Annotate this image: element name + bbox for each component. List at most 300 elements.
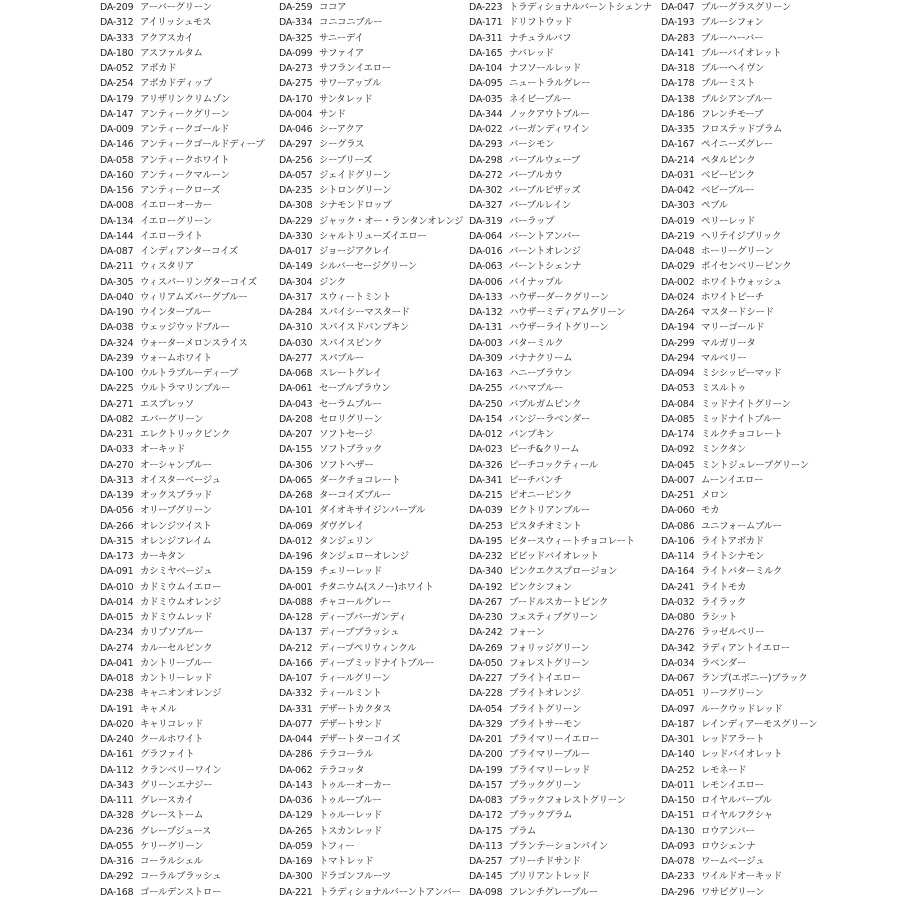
color-code: DA-241: [661, 581, 695, 593]
color-list-item: [279, 92, 469, 107]
color-name: ドリフトウッド: [509, 17, 573, 29]
color-code: DA-212: [279, 642, 313, 654]
color-name: ラシット: [701, 612, 738, 623]
color-name: ブライトサーモン: [509, 718, 582, 730]
color-code: DA-055: [100, 840, 134, 852]
color-name: クールホワイト: [140, 734, 204, 745]
color-list-item: [100, 534, 280, 549]
color-list-item: [661, 808, 900, 823]
color-name: スパブルー: [319, 352, 364, 364]
color-code: DA-187: [661, 718, 695, 730]
color-code: DA-022: [469, 124, 503, 135]
color-list-item: [661, 519, 900, 534]
color-code: DA-236: [100, 825, 134, 837]
color-list-item: [661, 290, 900, 305]
color-code: DA-253: [469, 520, 503, 532]
color-name: アンティークゴールドディープ: [140, 139, 265, 151]
color-code: DA-301: [661, 734, 695, 745]
color-code: DA-161: [100, 749, 134, 761]
color-name: イエローグリーン: [140, 215, 213, 227]
color-list-item: [279, 107, 469, 122]
color-code: DA-011: [661, 779, 695, 791]
color-code: DA-230: [469, 612, 503, 623]
color-name: ミントジュレープグリーン: [701, 459, 809, 471]
color-code: DA-238: [100, 688, 134, 700]
color-name: バーントシェンナ: [509, 261, 582, 273]
color-list-item: [279, 885, 469, 900]
color-name: フェスティブグリーン: [509, 612, 598, 623]
color-name: フロステッドプラム: [701, 124, 783, 135]
color-name: メロン: [701, 490, 729, 501]
color-code: DA-293: [469, 139, 503, 151]
color-list-item: [279, 534, 469, 549]
color-name: バーブルウェーブ: [509, 154, 580, 166]
color-name: ペリーレッド: [701, 215, 756, 227]
color-list-item: [469, 397, 662, 412]
color-list-item: [279, 305, 469, 320]
color-name: バハマブルー: [509, 383, 564, 395]
color-name: ブライマリーブルー: [509, 749, 590, 761]
color-code: DA-112: [100, 764, 134, 776]
color-name: ウィスタリア: [140, 261, 194, 273]
color-list-item: [100, 153, 280, 168]
color-list-item: [100, 747, 280, 762]
color-list-item: [661, 153, 900, 168]
color-code: DA-319: [469, 215, 503, 227]
color-code: DA-002: [661, 276, 695, 288]
color-code: DA-088: [279, 596, 313, 608]
color-list-item: [279, 656, 469, 671]
color-name: グレープジュース: [140, 825, 212, 837]
color-name: レインディアーモスグリーン: [701, 718, 818, 730]
color-name: アンティークローズ: [140, 185, 221, 196]
color-list-item: [100, 137, 280, 152]
color-name: ブライマリーレッド: [509, 764, 591, 776]
color-code: DA-032: [661, 596, 695, 608]
color-list-item: [279, 183, 469, 198]
color-name: ウルトラマリンブルー: [140, 383, 231, 395]
color-code: DA-233: [661, 871, 695, 883]
color-code: DA-167: [661, 139, 695, 151]
color-code: DA-039: [469, 505, 503, 517]
color-list-item: [661, 641, 900, 656]
color-list-item: [469, 275, 662, 290]
color-list-item: [279, 229, 469, 244]
color-code: DA-284: [279, 307, 313, 318]
color-list-item: [661, 869, 900, 884]
color-list-item: [469, 595, 662, 610]
color-code: DA-173: [100, 551, 134, 562]
color-name: ディーブブラッシュ: [319, 627, 400, 639]
color-list-item: [279, 763, 469, 778]
color-code: DA-317: [279, 291, 313, 303]
color-list-item: [469, 473, 662, 488]
color-name: カドミウムオレンジ: [140, 596, 222, 608]
color-code: DA-328: [100, 810, 134, 822]
color-name: ウェッジウッドブルー: [140, 322, 230, 334]
color-list-item: [661, 747, 900, 762]
color-name: タンジェリン: [319, 535, 374, 547]
color-code: DA-080: [661, 612, 695, 623]
color-name: ミンクタン: [701, 444, 746, 456]
color-code: DA-329: [469, 718, 503, 730]
color-code: DA-067: [661, 673, 695, 684]
color-list-item: [279, 564, 469, 579]
color-code: DA-207: [279, 429, 313, 440]
color-code: DA-015: [100, 612, 134, 623]
color-list-item: [469, 686, 662, 701]
color-name: ブライトグリーン: [509, 703, 581, 715]
color-code: DA-302: [469, 185, 503, 196]
color-code: DA-343: [100, 779, 134, 791]
color-list-item: [469, 763, 662, 778]
color-name: ココア: [319, 2, 347, 13]
color-list-item: [279, 503, 469, 518]
color-name: バンプキン: [509, 429, 554, 440]
color-list-item: [100, 717, 280, 732]
color-code: DA-036: [279, 795, 313, 806]
color-code: DA-251: [661, 490, 695, 501]
color-name: バイナップル: [509, 276, 563, 288]
color-list-item: [100, 381, 280, 396]
color-code: DA-239: [100, 352, 134, 364]
color-code: DA-330: [279, 230, 313, 242]
color-list-item: [279, 610, 469, 625]
color-code: DA-114: [661, 551, 695, 562]
color-code: DA-095: [469, 78, 503, 90]
color-code: DA-309: [469, 352, 503, 364]
color-code: DA-099: [279, 47, 313, 59]
color-name: グレースカイ: [140, 795, 194, 806]
color-name: シーブリーズ: [319, 154, 373, 166]
color-name: ミルクチョコレート: [701, 429, 783, 440]
color-code: DA-225: [100, 383, 134, 395]
color-list-item: [279, 717, 469, 732]
color-name: ブルーヘイヴン: [701, 63, 765, 74]
color-code: DA-145: [469, 871, 503, 883]
color-code: DA-012: [469, 429, 503, 440]
color-list-item: [279, 122, 469, 137]
color-code: DA-062: [279, 764, 313, 776]
color-list-item: [100, 0, 280, 15]
color-name: ブラックフォレストグリーン: [509, 795, 626, 806]
color-code: DA-316: [100, 856, 134, 867]
color-name: プランテーションパイン: [509, 840, 608, 852]
color-code: DA-093: [661, 840, 695, 852]
color-list-item: [100, 412, 280, 427]
color-name: クランベリーワイン: [140, 764, 222, 776]
color-code: DA-277: [279, 352, 313, 364]
color-list-item: [661, 717, 900, 732]
color-list-item: [100, 885, 280, 900]
color-name: シトロングリーン: [319, 185, 392, 196]
color-name: サファイア: [319, 47, 364, 59]
color-list-item: [279, 595, 469, 610]
color-name: ロウシェンナ: [701, 840, 756, 852]
color-code: DA-128: [279, 612, 313, 623]
color-name: エバーグリーン: [140, 413, 204, 425]
color-code: DA-077: [279, 718, 313, 730]
color-list-item: [469, 519, 662, 534]
color-code: DA-034: [661, 657, 695, 669]
color-code: DA-137: [279, 627, 313, 639]
color-list-item: [279, 168, 469, 183]
color-list-item: [661, 839, 900, 854]
color-column-3: [469, 0, 662, 900]
color-list-item: [661, 259, 900, 274]
color-code: DA-068: [279, 368, 313, 379]
color-name: バーントオレンジ: [509, 246, 581, 257]
color-name: アンティークグリーン: [140, 108, 230, 120]
color-name: トゥルーブルー: [319, 795, 382, 806]
color-name: セーラムブルー: [319, 398, 382, 410]
color-list-item: [469, 366, 662, 381]
color-name: トゥルーレッド: [319, 810, 383, 822]
color-list-item: [279, 442, 469, 457]
color-name: テラコッタ: [319, 764, 365, 776]
color-list-item: [661, 15, 900, 30]
color-name: ジンク: [319, 276, 346, 288]
color-list-item: [469, 839, 662, 854]
color-list-item: [469, 107, 662, 122]
color-list-item: [661, 534, 900, 549]
color-code: DA-023: [469, 444, 503, 456]
color-list-item: [661, 793, 900, 808]
color-name: アンティークホワイト: [140, 154, 230, 166]
color-code: DA-048: [661, 246, 695, 257]
color-code: DA-083: [469, 795, 503, 806]
color-list-item: [279, 625, 469, 640]
color-code: DA-017: [279, 246, 313, 257]
color-list-item: [469, 214, 662, 229]
color-name: レモンイエロー: [701, 779, 764, 791]
color-code: DA-092: [661, 444, 695, 456]
color-name: ピンクエクスプロージョン: [509, 566, 618, 578]
color-code: DA-344: [469, 108, 503, 120]
color-name: カドミウムレッド: [140, 612, 213, 623]
color-list-item: [469, 153, 662, 168]
color-list-item: [661, 564, 900, 579]
color-name: ライトシナモン: [701, 551, 765, 562]
color-list-item: [661, 366, 900, 381]
color-name: ブルーバイオレット: [701, 47, 782, 59]
color-list-item: [661, 229, 900, 244]
color-code: DA-268: [279, 490, 313, 501]
color-code: DA-191: [100, 703, 134, 715]
color-code: DA-044: [279, 734, 313, 745]
color-code: DA-140: [661, 749, 695, 761]
color-list-item: [661, 320, 900, 335]
color-name: オリーブグリーン: [140, 505, 212, 517]
color-name: ダイオキサイジンパープル: [319, 505, 426, 517]
color-name: マルガリータ: [701, 337, 756, 349]
color-list-item: [100, 641, 280, 656]
color-list-item: [279, 519, 469, 534]
color-list-item: [100, 122, 280, 137]
color-list-item: [100, 808, 280, 823]
color-code: DA-045: [661, 459, 695, 471]
color-name: グリーンエナジー: [140, 779, 213, 791]
color-code: DA-150: [661, 795, 695, 806]
color-code: DA-133: [469, 291, 503, 303]
color-list-item: [279, 839, 469, 854]
color-code: DA-235: [279, 185, 313, 196]
color-name: ライトバターミルク: [701, 566, 783, 578]
color-name: ブリリアントレッド: [509, 871, 590, 883]
color-code: DA-163: [469, 368, 503, 379]
color-name: ナチュラルバフ: [509, 32, 572, 44]
color-name: レッドアラート: [701, 734, 765, 745]
color-name: グレーストーム: [140, 810, 204, 822]
color-list-item: [469, 793, 662, 808]
color-list-item: [469, 336, 662, 351]
color-list-item: [661, 549, 900, 564]
color-code: DA-340: [469, 566, 503, 578]
color-code: DA-056: [100, 505, 134, 517]
color-code: DA-228: [469, 688, 503, 700]
color-list-item: [100, 397, 280, 412]
color-name: バターミルク: [509, 337, 564, 349]
color-list-item: [661, 473, 900, 488]
color-name: ピーチコックティール: [509, 459, 598, 471]
color-list-item: [279, 275, 469, 290]
color-code: DA-060: [661, 505, 695, 517]
color-name: マルベリー: [701, 352, 747, 364]
color-code: DA-179: [100, 93, 134, 105]
color-list-item: [469, 244, 662, 259]
color-name: ペタルピンク: [701, 154, 756, 166]
color-name: ブライマリーイエロー: [509, 734, 600, 745]
color-code: DA-016: [469, 246, 503, 257]
color-code: DA-180: [100, 47, 134, 59]
color-code: DA-100: [100, 368, 134, 379]
color-list-item: [100, 61, 280, 76]
color-list-item: [100, 214, 280, 229]
color-list-item: [100, 305, 280, 320]
color-code: DA-165: [469, 47, 503, 59]
color-code: DA-299: [661, 337, 695, 349]
color-list-item: [100, 869, 280, 884]
color-name: オーキッド: [140, 444, 186, 456]
color-list-item: [279, 153, 469, 168]
color-name: ビビッドバイオレット: [509, 551, 599, 562]
color-name: ベビーブルー: [701, 185, 755, 196]
color-name: ラベンダー: [701, 657, 746, 669]
color-code: DA-018: [100, 673, 134, 684]
color-name: キャリコレッド: [140, 718, 204, 730]
color-code: DA-221: [279, 886, 313, 898]
color-name: ゴールデンストロー: [140, 886, 222, 898]
color-name: オレンジフレイム: [140, 535, 212, 547]
color-code: DA-009: [100, 124, 134, 135]
color-list-item: [279, 473, 469, 488]
color-code: DA-215: [469, 490, 503, 501]
color-name: ウルトラブルーディープ: [140, 368, 238, 379]
color-list-item: [469, 320, 662, 335]
color-name: ピーチバンチ: [509, 474, 563, 486]
color-name: コーラルブラッシュ: [140, 871, 222, 883]
color-list-item: [661, 458, 900, 473]
color-code: DA-275: [279, 78, 313, 90]
color-name: プラム: [509, 825, 537, 837]
color-list-item: [469, 458, 662, 473]
color-code: DA-273: [279, 63, 313, 74]
color-name: サニーデイ: [319, 32, 364, 44]
color-list-item: [661, 198, 900, 213]
color-name: トスカンレッド: [319, 825, 383, 837]
color-list-item: [469, 503, 662, 518]
color-name: ラッゼルベリー: [701, 627, 765, 639]
color-code: DA-242: [469, 627, 503, 639]
color-list-item: [469, 488, 662, 503]
color-list-item: [279, 778, 469, 793]
color-code: DA-266: [100, 520, 134, 532]
color-list-item: [100, 183, 280, 198]
color-code: DA-087: [100, 246, 134, 257]
color-name: マリーゴールド: [701, 322, 765, 334]
color-list-item: [279, 808, 469, 823]
color-name: アイリッシュモス: [140, 17, 212, 29]
color-list-item: [279, 259, 469, 274]
color-name: ミッドナイトブルー: [701, 413, 782, 425]
color-name: ウィリアムズバーグブルー: [140, 291, 248, 303]
color-list-item: [469, 549, 662, 564]
color-list-item: [661, 412, 900, 427]
color-list-item: [469, 534, 662, 549]
color-name: ミスルトゥ: [701, 383, 747, 395]
color-list-item: [469, 0, 662, 15]
color-name: ペブル: [701, 200, 728, 212]
color-name: カルーセルピンク: [140, 642, 213, 654]
color-code: DA-326: [469, 459, 503, 471]
color-list-item: [661, 702, 900, 717]
color-name: トゥルーオーカー: [319, 779, 391, 791]
color-name: サンド: [319, 108, 346, 120]
color-code: DA-042: [661, 185, 695, 196]
color-name: ピオニーピンク: [509, 490, 572, 501]
color-name: ネイビーブルー: [509, 93, 572, 105]
color-list-item: [661, 122, 900, 137]
color-code: DA-178: [661, 78, 695, 90]
color-list-item: [279, 61, 469, 76]
color-list-item: [100, 107, 280, 122]
color-name: オイスターベージュ: [140, 474, 221, 486]
color-code: DA-058: [100, 154, 134, 166]
color-name: イエローオーカー: [140, 200, 212, 212]
color-code: DA-174: [661, 429, 695, 440]
color-code: DA-269: [469, 642, 503, 654]
color-list-item: [100, 15, 280, 30]
color-code: DA-151: [661, 810, 695, 822]
color-name: ウォームホワイト: [140, 352, 212, 364]
color-code: DA-298: [469, 154, 503, 166]
color-code: DA-234: [100, 627, 134, 639]
color-code: DA-061: [279, 383, 313, 395]
color-list-item: [661, 76, 900, 91]
color-name: ナバレッド: [509, 47, 554, 59]
color-name: ブライトイエロー: [509, 673, 581, 684]
color-name: バーガンディワイン: [509, 124, 590, 135]
color-code: DA-194: [661, 322, 695, 334]
color-code: DA-155: [279, 444, 313, 456]
color-code: DA-209: [100, 2, 134, 13]
color-code: DA-065: [279, 474, 313, 486]
color-list-item: [661, 885, 900, 900]
color-name: ディープペリウィンクル: [319, 642, 417, 654]
color-code: DA-111: [100, 795, 134, 806]
color-code: DA-057: [279, 169, 313, 181]
color-code: DA-310: [279, 322, 313, 334]
